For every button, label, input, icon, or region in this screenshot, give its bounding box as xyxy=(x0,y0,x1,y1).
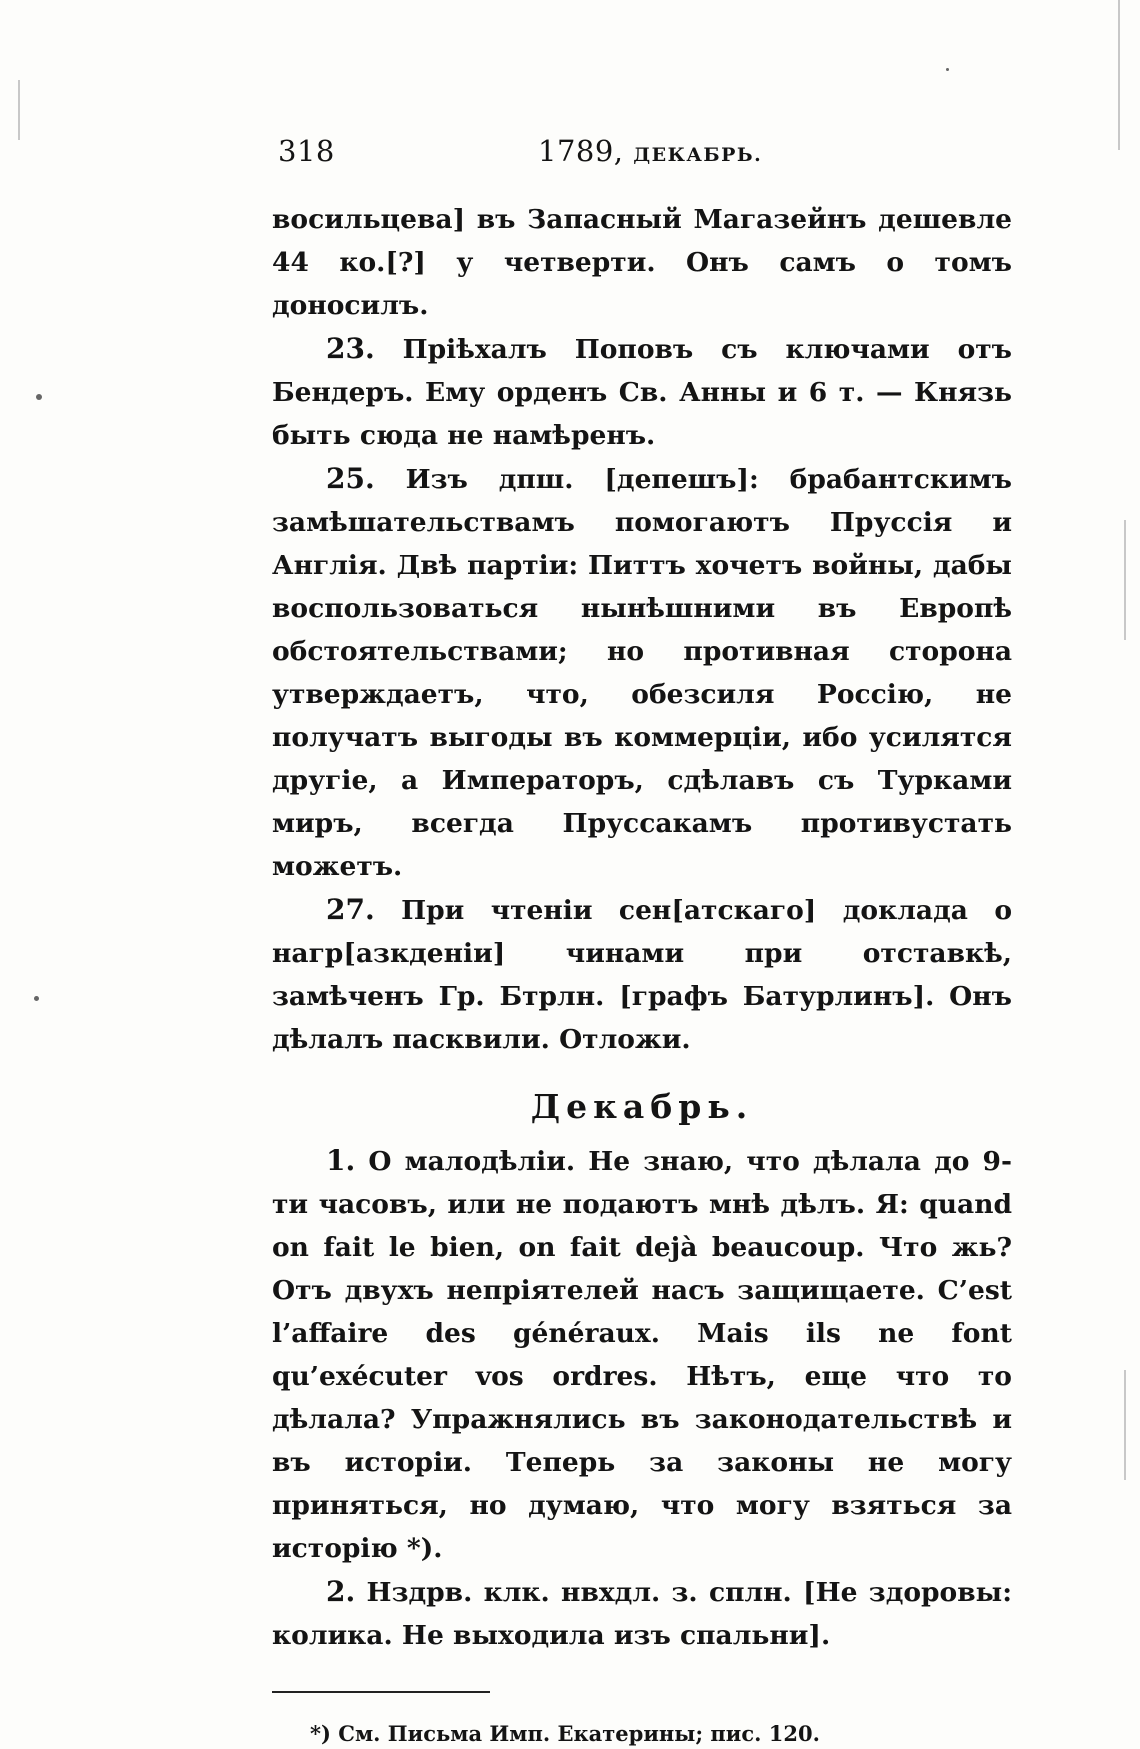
entry-23 xyxy=(272,327,1012,457)
scan-edge xyxy=(18,80,20,140)
scan-edge xyxy=(1124,520,1126,640)
section-title: Декабрь. xyxy=(530,1087,754,1126)
entry-2 xyxy=(272,1570,1012,1657)
paragraph-text: восильцева] въ Запасный Магазейнъ дешевле 44 ко.[?] у четверти. Онъ самъ о томъ доносилъ. xyxy=(272,204,1012,321)
entry-date: 2. xyxy=(326,1575,356,1608)
scan-edge xyxy=(1124,1370,1126,1480)
paragraph-text: Пріѣхалъ Поповъ съ ключами отъ Бендеръ. Ему орденъ Св. Анны и 6 т. — Князь быть сюда не намѣренъ. xyxy=(272,334,1012,451)
book-page xyxy=(272,128,1012,1749)
page-number: 318 xyxy=(278,134,335,168)
entry-date: 23. xyxy=(326,332,375,365)
scan-speck xyxy=(946,68,949,71)
running-title-year: 1789, xyxy=(538,134,624,168)
footnote-rule xyxy=(272,1691,490,1693)
scan-speck xyxy=(36,394,42,400)
entry-date: 25. xyxy=(326,462,375,495)
scan-speck xyxy=(34,996,39,1001)
paragraph-text: Изъ дпш. [депешъ]: брабантскимъ замѣшательствамъ помогаютъ Пруссія и Англія. Двѣ партіи: Питтъ хочетъ войны, дабы воспользоваться нынѣшними въ Европѣ обстоятельствами; но противная сторона утверждаетъ, что, обезсиля Россію, не получатъ выгоды въ коммерціи, ибо усилятся другіе, а Императоръ, сдѣлавъ съ Турками миръ, всегда Пруссакамъ противустать можетъ. xyxy=(272,464,1012,882)
body-text xyxy=(272,198,1012,1657)
entry-25 xyxy=(272,457,1012,888)
running-title-month: ДЕКАБРЬ. xyxy=(633,144,763,166)
entry-date: 27. xyxy=(326,893,375,926)
paragraph-text: Нздрв. клк. нвхдл. з. сплн. [Не здоровы: колика. Не выходила изъ спальни]. xyxy=(272,1577,1012,1651)
footnote: *) См. Письма Имп. Екатерины; пис. 120. xyxy=(310,1721,820,1746)
entry-date: 1. xyxy=(326,1144,356,1177)
scan-edge xyxy=(1118,0,1120,150)
paragraph-text: О малодѣліи. Не знаю, что дѣлала до 9-ти часовъ, или не подаютъ мнѣ дѣлъ. Я: quand on fait le bien, on fait dejà beaucoup. Что жь? Отъ двухъ непріятелей насъ защищаете. C’est l’affaire des généraux. Mais ils ne font qu’exécuter vos ordres. Нѣтъ, еще что то дѣлала? Упражнялись въ законодательствѣ и въ исторіи. Теперь за законы не могу приняться, но думаю, что могу взяться за исторію *). xyxy=(272,1146,1012,1564)
paragraph-continuation xyxy=(272,198,1012,327)
entry-27 xyxy=(272,888,1012,1061)
paragraph-text: При чтеніи сен[атскаго] доклада о нагр[азкденіи] чинами при отставкѣ, замѣченъ Гр. Бтрлн. [графъ Батурлинъ]. Онъ дѣлалъ пасквили. Отложи. xyxy=(272,895,1012,1055)
entry-1 xyxy=(272,1139,1012,1570)
running-title xyxy=(538,134,762,168)
running-head xyxy=(272,128,1012,176)
